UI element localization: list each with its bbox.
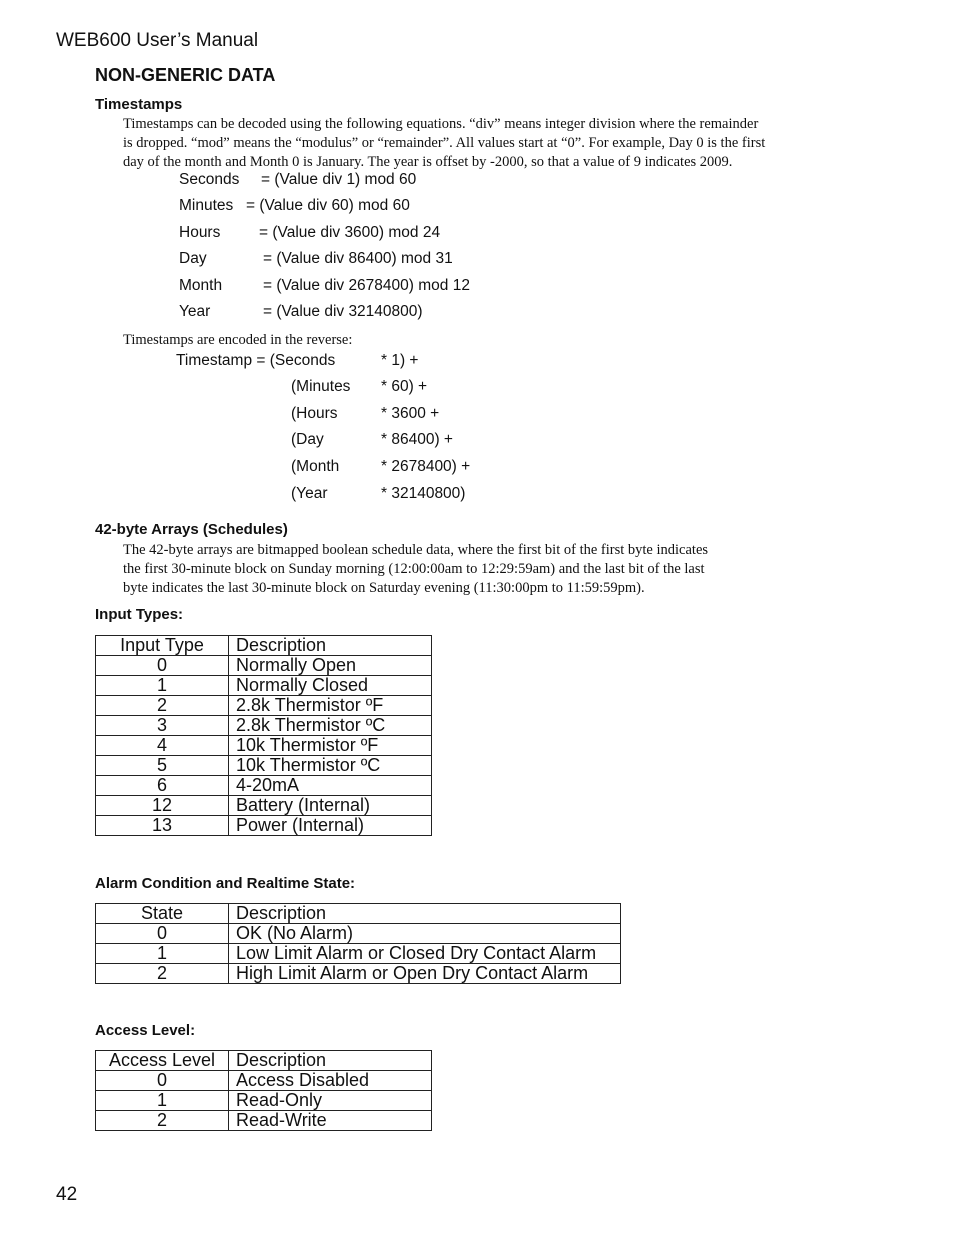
table-cell: Low Limit Alarm or Closed Dry Contact Alarm [229, 944, 621, 964]
column-header: Description [229, 636, 432, 656]
table-cell: Normally Closed [229, 676, 432, 696]
table-cell: 3 [96, 716, 229, 736]
access-level-heading: Access Level: [95, 1022, 196, 1039]
decode-label: Minutes [179, 197, 234, 214]
encode-factor: * 1) + [381, 352, 419, 369]
table-row [96, 1071, 432, 1091]
table-cell: Power (Internal) [229, 816, 432, 836]
encode-factor: * 60) + [381, 378, 428, 395]
encode-factor: * 86400) + [381, 431, 453, 448]
paragraph-line: is dropped. “mod” means the “modulus” or “remainder”. All values start at “0”. For example, Day 0 is the first [123, 135, 766, 151]
table-row [96, 676, 432, 696]
page-number: 42 [56, 1184, 78, 1205]
paragraph-line: the first 30-minute block on Sunday morning (12:00:00am to 12:29:59am) and the last bit of the last [123, 561, 705, 577]
column-header: Input Type [96, 636, 229, 656]
table-cell: 1 [96, 944, 229, 964]
running-header: WEB600 User’s Manual [56, 30, 259, 51]
table-cell: 12 [96, 796, 229, 816]
table-header-row [96, 636, 432, 656]
column-header: State [96, 904, 229, 924]
paragraph-line: Timestamps can be decoded using the following equations. “div” means integer division where the remainder [123, 116, 759, 132]
table-row [96, 816, 432, 836]
encode-factor: * 2678400) + [381, 458, 471, 475]
table-cell: 2 [96, 1111, 229, 1131]
table-cell: 1 [96, 676, 229, 696]
column-header: Description [229, 1051, 432, 1071]
table-row [96, 696, 432, 716]
table-cell: High Limit Alarm or Open Dry Contact Alarm [229, 964, 621, 984]
column-header: Access Level [96, 1051, 229, 1071]
timestamps-paragraph [123, 115, 823, 172]
table-row [96, 776, 432, 796]
decode-expression: = (Value div 60) mod 60 [246, 197, 410, 214]
encode-term: (Minutes [291, 378, 351, 395]
table-row [96, 756, 432, 776]
decode-expression: = (Value div 32140800) [263, 303, 423, 320]
table-cell: Normally Open [229, 656, 432, 676]
section-title: NON-GENERIC DATA [95, 65, 276, 85]
table-row [96, 796, 432, 816]
table-row [96, 716, 432, 736]
table-row [96, 944, 621, 964]
table-header-row [96, 1051, 432, 1071]
table-cell: Access Disabled [229, 1071, 432, 1091]
table-header-row [96, 904, 621, 924]
decode-label: Hours [179, 224, 221, 241]
table-cell: 0 [96, 1071, 229, 1091]
paragraph-line: day of the month and Month 0 is January. The year is offset by -2000, so that a value of 9 indicates 2009. [123, 154, 733, 170]
decode-label: Seconds [179, 171, 240, 188]
input-types-table [95, 635, 432, 836]
table-cell: OK (No Alarm) [229, 924, 621, 944]
table-row [96, 924, 621, 944]
table-row [96, 1111, 432, 1131]
encode-prefix: Timestamp = (Seconds [176, 352, 336, 369]
table-cell: 10k Thermistor ºC [229, 756, 432, 776]
paragraph-line: The 42-byte arrays are bitmapped boolean schedule data, where the first bit of the first byte indicates [123, 542, 709, 558]
encode-term: (Day [291, 431, 324, 448]
column-header: Description [229, 904, 621, 924]
decode-label: Year [179, 303, 211, 320]
table-cell: 6 [96, 776, 229, 796]
access-level-table [95, 1050, 432, 1131]
alarm-state-table [95, 903, 621, 984]
table-cell: 4 [96, 736, 229, 756]
paragraph-line: byte indicates the last 30-minute block on Saturday evening (11:30:00pm to 11:59:59pm). [123, 580, 645, 596]
table-cell: Read-Write [229, 1111, 432, 1131]
decode-expression: = (Value div 2678400) mod 12 [263, 277, 470, 294]
decode-label: Day [179, 250, 207, 267]
table-cell: 4-20mA [229, 776, 432, 796]
table-cell: 2 [96, 964, 229, 984]
encode-factor: * 32140800) [381, 485, 466, 502]
table-cell: 13 [96, 816, 229, 836]
decode-label: Month [179, 277, 223, 294]
encode-term: (Month [291, 458, 340, 475]
input-types-heading: Input Types: [95, 606, 184, 623]
table-row [96, 656, 432, 676]
table-cell: 5 [96, 756, 229, 776]
table-row [96, 1091, 432, 1111]
table-cell: 0 [96, 924, 229, 944]
encode-intro: Timestamps are encoded in the reverse: [123, 332, 353, 348]
arrays-heading: 42-byte Arrays (Schedules) [95, 521, 288, 538]
table-cell: 0 [96, 656, 229, 676]
table-cell: 2.8k Thermistor ºC [229, 716, 432, 736]
table-cell: 2 [96, 696, 229, 716]
timestamps-heading: Timestamps [95, 96, 183, 113]
table-row [96, 964, 621, 984]
table-cell: 2.8k Thermistor ºF [229, 696, 432, 716]
table-cell: Battery (Internal) [229, 796, 432, 816]
table-cell: Read-Only [229, 1091, 432, 1111]
decode-expression: = (Value div 86400) mod 31 [263, 250, 453, 267]
encode-term: (Year [291, 485, 328, 502]
encode-term: (Hours [291, 405, 338, 422]
table-cell: 10k Thermistor ºF [229, 736, 432, 756]
arrays-paragraph [123, 541, 823, 598]
decode-expression: = (Value div 1) mod 60 [261, 171, 417, 188]
alarm-state-heading: Alarm Condition and Realtime State: [95, 875, 356, 892]
encode-factor: * 3600 + [381, 405, 440, 422]
decode-expression: = (Value div 3600) mod 24 [259, 224, 441, 241]
table-row [96, 736, 432, 756]
table-cell: 1 [96, 1091, 229, 1111]
